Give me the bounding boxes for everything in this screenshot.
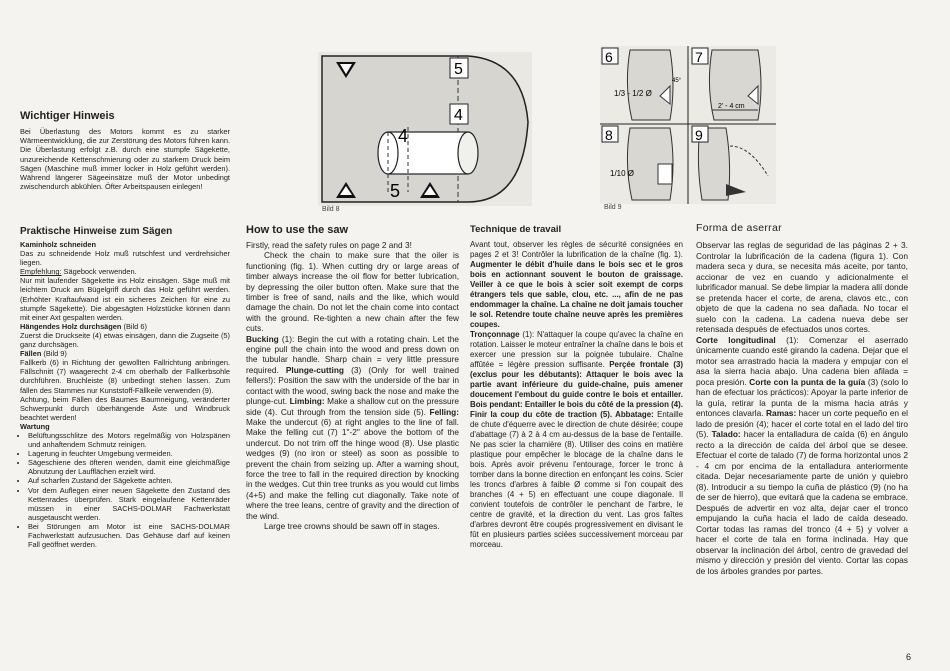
german-heading: Praktische Hinweise zum Sägen [20, 226, 173, 237]
french-abat-label: Abbatage: [615, 410, 654, 419]
bild9-label-6: 6 [605, 49, 613, 65]
list-item: • Sägeschiene des öfteren wenden, damit eine gleichmäßige Abnutzung der Laufflächen erzielt wird. [28, 458, 230, 476]
list-item: • Vor dem Auflegen einer neuen Sägekette den Zustand des Kettenrades überprüfen. Stark eingelaufene Kettenräder müssen in einer SACHS-DOLMAR Fachwerkstatt ausgetauscht werden. [28, 486, 230, 522]
spanish-long-label: Corte longitudinal [696, 334, 776, 345]
french-plonge-label: Perçée frontale [609, 360, 669, 369]
english-bucking-text: (1): Begin the cut with a rotating chain. Let the engine pull the chain into the wood and press down on the tubular handle. Sharp chain = very little pressure required. [246, 333, 459, 375]
spanish-column [696, 240, 908, 576]
english-heading: How to use the saw [246, 224, 349, 236]
english-felling-label: Felling: [429, 406, 459, 417]
spanish-long-text: (1): Comenzar el aserrado únicamente cuando esté girando la cadena. Dejar que el motor sea arrastrado hacia la madera y empujar con el asa la sierra hacia abajo. Una cadena bien afilada = poca presión. [696, 334, 908, 387]
english-limbing-text: Make a shallow cut on the pressure side (4). Cut through from the tension side (5). [246, 396, 460, 417]
english-bucking-label: Bucking [246, 333, 279, 344]
hinweis-text: Bei Überlastung des Motors kommt es zu starker Wärmeentwicklung, die zur Zerstörung des Motors führen kann. Die Überlastung erfolgt z.B. durch eine stumpfe Sägekette, unzureichende Kettenschmierung oder zu starkem Druck beim Sägen (Maschine muß immer locker in Holz geführt werden). Während längerer Sägeeinsätze muß der Motor unbedingt zwischendurch abkühlen. Öfter Arbeitspausen einlegen! [20, 127, 230, 192]
german-faellen-text: Fallkerb (6) in Richtung der gewollten Fallrichtung anbringen. Fällschnitt (7) waagerecht 2-4 cm oberhalb der Fallkerbsohle durchführen. Bruchleiste (8) unbedingt stehen lassen. Zum fällen des Stammes nur Kunststoff-Fällkeile verwenden (9). [20, 358, 230, 395]
french-abat-text: Entaille de chute d'équerre avec le direction de chute désirée; coupe d'abattage (7) à 2 à 4 cm au-dessus de la base de l'entaille. Ne pas scier la charnière (8). Utiliser des coins en matière plastique pour empêcher le blocage de la chaîne dans le bois. Après avoir prévenu l'entourage, forcer le tronc à tomber dans la bonne direction en enfonçant les coins. Scier les troncs d'arbres à faible Ø comme si l'on coupait des branches (4 + 5) en effectuant une coupe diagonale. Il convient toutefois de contrôler le penchant de l'arbre, le centre de gravité, et la direction du vent. Las gros faîtes d'arbres devront être coupés progressivement en divisant le fût en plusieurs parties sciées successivement morceau par morceau. [470, 410, 683, 549]
bild-9-caption: Bild 9 [604, 204, 622, 211]
spanish-punta-text: (3) (solo lo han de efectuar los prácticos): Apoyar la parte inferior de la guía, retirar la punta de la misma hacia atrás y entonces clavarla. [696, 376, 908, 418]
bild9-felling-height: 2' - 4 cm [718, 103, 745, 110]
bild9-label-8: 8 [605, 127, 613, 143]
french-p1b: Augmenter le débit d'huile dans le bois sec et le gros bois en actionnant souvent le bouton de graissage. Veiller à ce que le bois à scier soit exempt de corps étrangers tels que sable, clou, etc. ..., afin de ne pas endommager la chaîne. La chaîne ne doit jamais toucher le sol. Retendre toute chaîne neuve après les premières coupes. [470, 260, 683, 329]
list-item: • Lagerung in feuchter Umgebung vermeiden. [28, 449, 230, 458]
german-wartung-list [20, 431, 230, 549]
bild8-label-5-bottom: 5 [390, 181, 401, 201]
french-tron-text: (1): N'attaquer la coupe qu'avec la chaîne en rotation. Laisser le moteur entraîner la chaîne dans le bois et exercer une pression sur la poignée tubulaire. Chaîne affûtée = légère pression suffisante. [470, 330, 683, 369]
bild9-hinge-width: 1/10 Ø [610, 169, 635, 178]
german-achtung-text: Achtung, beim Fällen des Baumes Baumneigung, veränderter Schwerpunkt durch überhängende Äste und Windbruck beachtet werden! [20, 394, 230, 422]
german-haengend-text: Zuerst die Druckseite (4) etwas einsägen, dann die Zugseite (5) ganz durchsägen. [20, 330, 230, 350]
spanish-talado-text: hacer la entalladura de caída (6) en ángulo recto a la dirección de caída del árbol que se desee. Efectuar el corte de talado (7) de forma horizontal unos 2 - 4 cm por encima de la entalladura anteriormente citada. Dejar necesariamente parte de unión y quiebro (8). Introducir a su tiempo la cuña de plástico (9) (no ha de ser de hierro), que evitará que la cadena se embrace. Después de advertir en voz alta, dejar caer el tronco empujando la cuña hacia el lado de caída deseado. Cortar todas las ramas del tronco (4 + 5) y volver a hacer el corte de tala en forma inclinada. Hay que observar la inclinación del árbol, centro de gravedad del mismo y dirección y presión del viento. Cortar las copas de los árboles grandes por partes. [696, 429, 909, 576]
bild8-label-4-center: 4 [398, 126, 409, 146]
german-kaminholz-text: Das zu schneidende Holz muß rutschfest und verdrehsicher liegen. [20, 249, 230, 268]
french-plonge-text: (3) (exclus pour les débutants): Attaquer le bois avec la partie avant inférieure du guide-chaîne, puis amener doucement l'embout du guide contre le bois et entailler. [470, 360, 684, 399]
german-column [20, 240, 230, 549]
bild8-label-5-top: 5 [454, 61, 463, 78]
bild9-undercut-depth: 1/3 - 1/2 Ø [614, 89, 652, 98]
english-column [246, 240, 459, 531]
english-limbing-label: Limbing: [289, 396, 325, 407]
list-item: • Bei Störungen am Motor ist eine SACHS-DOLMAR Fachwerkstatt aufzusuchen. Das Gehäuse darf auf keinen Fall geöffnet werden. [28, 522, 230, 549]
english-p2: Check the chain to make sure that the oiler is functioning (fig. 1). When cutting dry or large areas of timber always increase the oil flow for better lubrication, by depressing the oiler button often. Make sure that the timber is free of sand, nails and the like, which would damage the chain. Do not let the chain come into contact with the ground. Re-tighten a new chain after the few cuts. [246, 250, 459, 334]
bild9-label-9: 9 [695, 127, 703, 143]
spanish-talado-label: Talado: [711, 429, 741, 439]
french-bois-label: Bois pendant: [470, 400, 523, 409]
english-felling-text: Make the undercut (6) at right angles to the line of fall. Make the felling cut (7) 1"-2" above the bottom of the undercut. Do not trim off the hinge wood (8). Use plastic wedges (9) (no iron or steel) as soon as possible to prevent the chain from seizing up. After a warning shout, force the tree to fall in the required direction by knocking in the wedges. Cut thin tree trunks as you would cut limbs (4+5) and make the felling cut diagonally. Take note of where the tree leans, centre of gravity and the direction of the wind. [246, 416, 459, 521]
hinweis-heading: Wichtiger Hinweis [20, 110, 115, 122]
german-faellen-ref: (Bild 9) [41, 349, 67, 359]
english-p1: Firstly, read the safety rules on page 2 and 3! [246, 240, 412, 250]
spanish-ramas-text: hacer un corte pequeño en el lado de presión (4); hacer el corte total en el lado del tiro (5). [696, 408, 908, 439]
spanish-heading: Forma de aserrar [696, 222, 782, 234]
list-item: • Belüftungsschlitze des Motors regelmäßig von Holzspänen und anhaftendem Schmutz reinigen. [28, 431, 230, 449]
french-p1: Avant tout, observer les règles de sécurité consignées en pages 2 et 3! Contrôler la lubrification de la chaîne (fig. 1). [470, 240, 683, 259]
german-empfehlung-text: Sägebock verwenden. [61, 267, 137, 277]
english-plunge-text: (3) (Only for well trained fellers!): Position the saw with the underside of the bar in contact with the wood, swing back the nose and make the plunge-cut. [246, 364, 459, 407]
spanish-p1: Observar las reglas de seguridad de las páginas 2 + 3. Controlar la lubrificación de la cadena (figura 1). Con madera seca y dura, se necesita más aceite, por tanto, accionar de vez en cuando y adicionalmente el lubrificador manual. Se debe limpiar la madera allí donde se pretenda hacer el corte, de arena, clavos etc., con objeto de que la cadena no sea dañada. No tocar el suelo con la cadena. La cadena nueva debe ser retensada después de efectuados unos cortes. [696, 240, 908, 334]
german-faellen-heading: Fällen [20, 349, 42, 359]
page-number: 6 [906, 652, 912, 662]
bild-8-caption: Bild 8 [322, 206, 340, 213]
bild9-label-7: 7 [695, 49, 703, 65]
bild8-label-4-right: 4 [454, 107, 463, 124]
german-empfehlung-label: Empfehlung: [20, 267, 62, 277]
bild9-angle: 45° [672, 78, 682, 84]
french-heading: Technique de travail [470, 224, 562, 235]
spanish-punta-label: Corte con la punta de la guía [749, 376, 866, 387]
french-column [470, 240, 683, 550]
german-laufend-text: Nur mit laufender Sägekette ins Holz einsägen. Säge muß mit leichtem Druck am Bügelgriff durch das Holz geführt werden. (Erhöhter Kraftaufwand ist ein sicheres Zeichen für eine zu stumpfe Sägekette). Die abgesägten Holzstücke können dann mit einer Axt gespalten werden. [20, 276, 230, 322]
french-tron-label: Tronçonnage [470, 330, 520, 339]
german-haengend-heading: Hängendes Holz durchsägen [20, 321, 122, 331]
spanish-ramas-label: Ramas: [765, 408, 797, 418]
german-wartung-heading: Wartung [20, 421, 50, 431]
english-plunge-label: Plunge-cutting [285, 364, 344, 375]
figure-bild-8 [318, 52, 532, 206]
figure-bild-9 [600, 46, 776, 204]
german-kaminholz-heading: Kaminholz schneiden [20, 240, 96, 249]
french-bois-text: Entailler le bois du côté de la pression (4). Finir la coup du côte de traction (5). [470, 400, 683, 419]
german-haengend-ref: (Bild 6) [121, 321, 147, 331]
list-item: • Auf scharfen Zustand der Sägekette achten. [28, 476, 230, 485]
english-last: Large tree crowns should be sawn off in stages. [264, 520, 440, 531]
